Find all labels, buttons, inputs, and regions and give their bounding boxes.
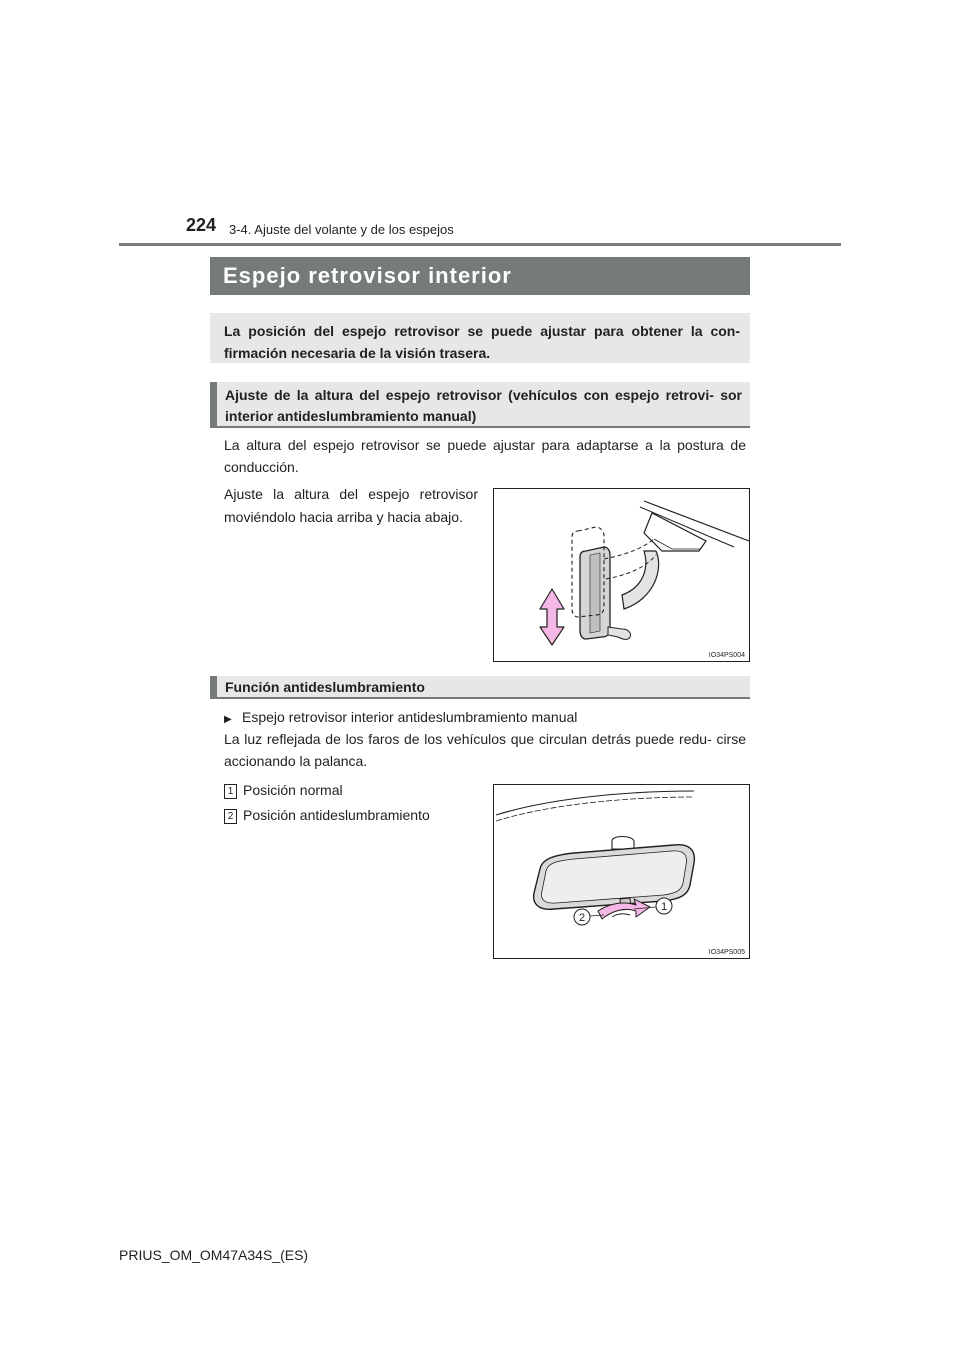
antiglare-mirror-illustration bbox=[494, 785, 749, 958]
figure-mirror-height bbox=[493, 488, 750, 662]
legend-item-2 bbox=[224, 804, 430, 826]
bullet-text: Espejo retrovisor interior antideslumbramiento manual bbox=[242, 709, 578, 725]
figure-antiglare-lever bbox=[493, 784, 750, 959]
section-heading-height-adjust: Ajuste de la altura del espejo retrovisor (vehículos con espejo retrovi- sor interior antideslumbramiento manual) bbox=[210, 382, 750, 428]
figure-code-1: IO34PS004 bbox=[708, 652, 745, 659]
triangle-bullet-icon: ▶ bbox=[224, 714, 232, 725]
section-reference: 3-4. Ajuste del volante y de los espejos bbox=[229, 222, 454, 237]
legend-label-2: Posición antideslumbramiento bbox=[243, 807, 430, 823]
legend-number-2: 2 bbox=[224, 809, 237, 824]
intro-box: La posición del espejo retrovisor se puede ajustar para obtener la con- firmación necesaria de la visión trasera. bbox=[210, 313, 750, 363]
figure-code-2: IO34PS005 bbox=[708, 949, 745, 956]
header-rule bbox=[119, 243, 841, 246]
legend-label-1: Posición normal bbox=[243, 782, 343, 798]
legend-number-1: 1 bbox=[224, 784, 237, 799]
footer-document-code: PRIUS_OM_OM47A34S_(ES) bbox=[119, 1247, 309, 1263]
mirror-height-illustration bbox=[494, 489, 749, 661]
page-title: Espejo retrovisor interior bbox=[210, 257, 750, 295]
section-heading-antiglare: Función antideslumbramiento bbox=[210, 676, 750, 699]
legend-item-1 bbox=[224, 779, 343, 801]
page-number: 224 bbox=[186, 215, 217, 235]
antiglare-paragraph: La luz reflejada de los faros de los vehículos que circulan detrás puede redu- cirse accionando la palanca. bbox=[224, 731, 746, 769]
height-paragraph-1: La altura del espejo retrovisor se puede ajustar para adaptarse a la postura de conducción. bbox=[224, 437, 746, 475]
callout-1: 1 bbox=[660, 901, 668, 913]
callout-2: 2 bbox=[578, 912, 586, 924]
height-paragraph-2: Ajuste la altura del espejo retrovisor moviéndolo hacia arriba y hacia abajo. bbox=[224, 486, 478, 525]
